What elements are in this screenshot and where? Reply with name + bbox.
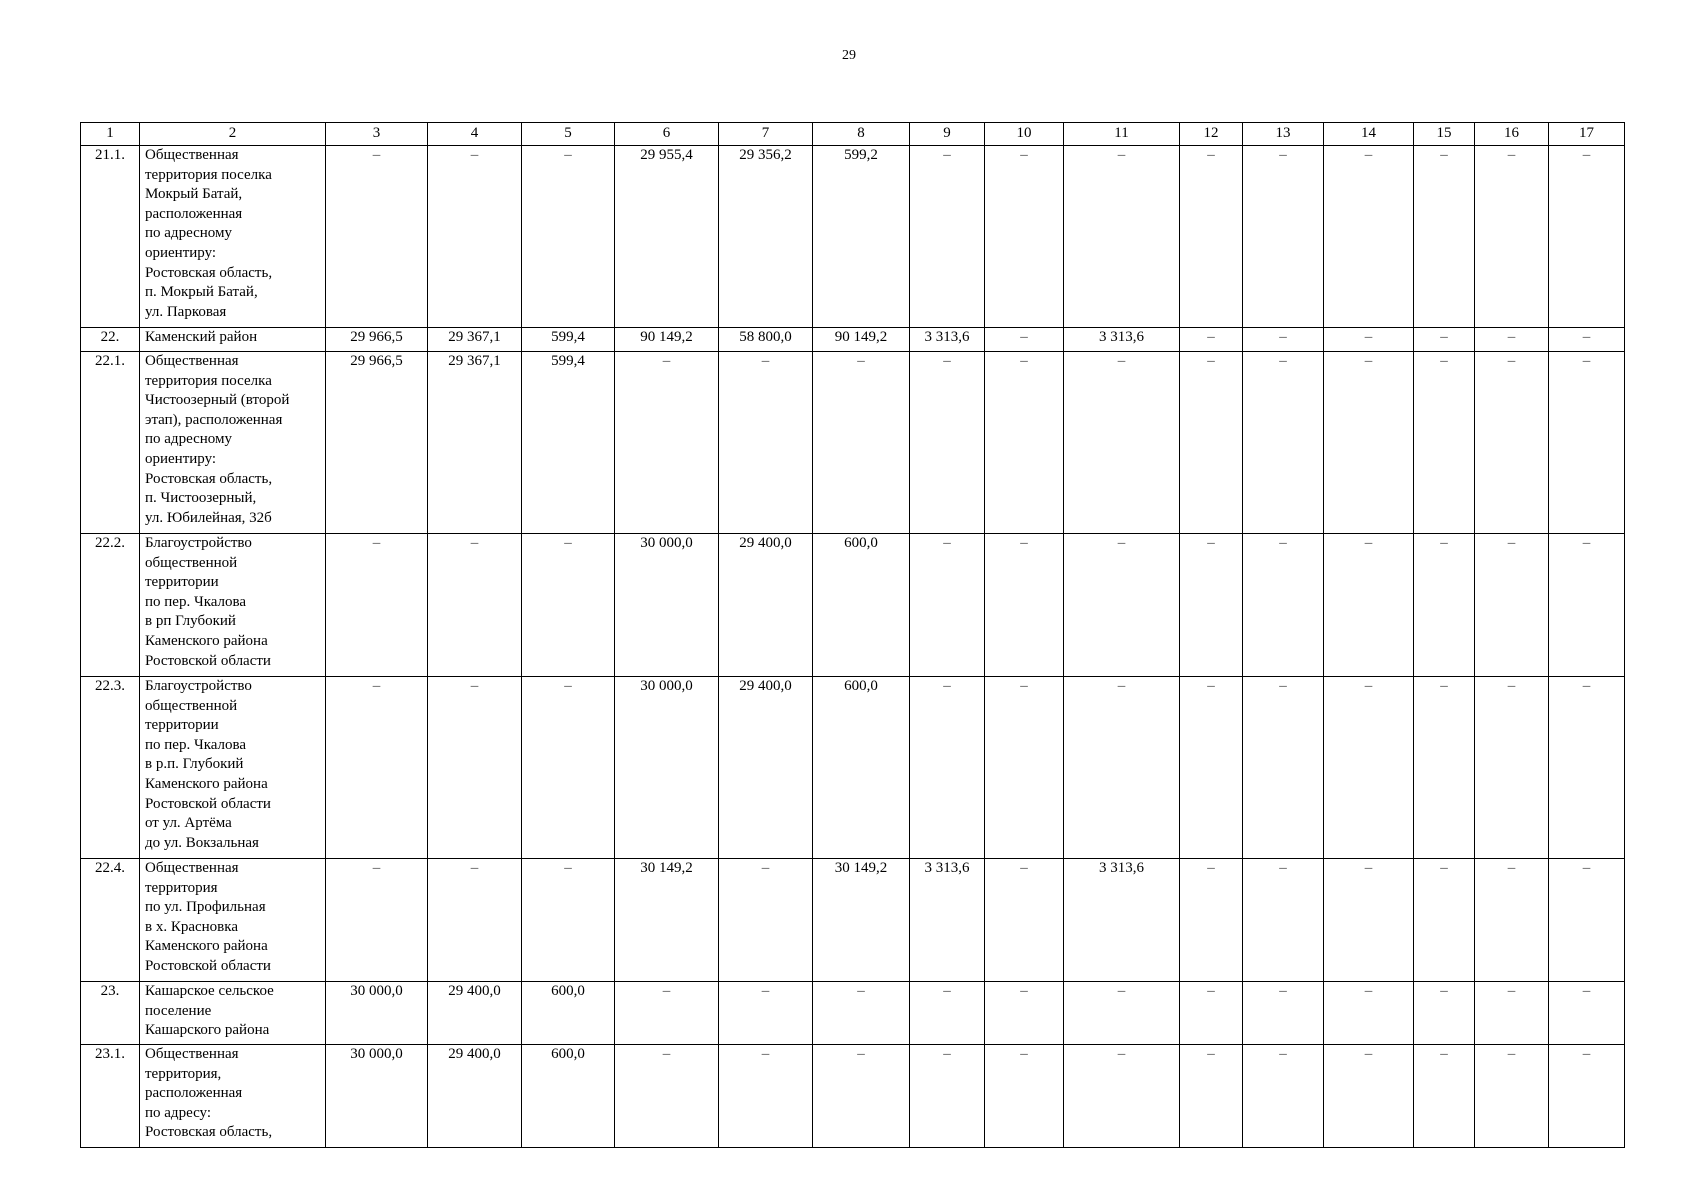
value-cell: – — [1475, 146, 1549, 328]
object-name-line: этап), расположенная — [145, 411, 283, 428]
value-cell: – — [813, 982, 910, 1045]
value-cell: 29 966,5 — [326, 328, 428, 352]
value-cell: – — [1414, 677, 1475, 859]
value-cell: – — [1243, 352, 1324, 534]
value-cell: – — [326, 859, 428, 982]
column-header: 6 — [615, 123, 719, 146]
value-cell: – — [1180, 859, 1243, 982]
value-cell: – — [428, 534, 522, 677]
value-cell: 30 000,0 — [326, 1045, 428, 1148]
value-cell: – — [1180, 677, 1243, 859]
row-number-cell: 22.2. — [81, 534, 140, 677]
value-cell: – — [522, 677, 615, 859]
value-cell: 90 149,2 — [615, 328, 719, 352]
value-cell: – — [615, 1045, 719, 1148]
value-cell: – — [1324, 1045, 1414, 1148]
row-number-cell: 22.4. — [81, 859, 140, 982]
value-cell: 30 000,0 — [615, 534, 719, 677]
value-cell: – — [428, 677, 522, 859]
value-cell: – — [985, 859, 1064, 982]
object-name-line: ул. Юбилейная, 32б — [145, 509, 272, 526]
value-cell: – — [1414, 146, 1475, 328]
column-header: 11 — [1064, 123, 1180, 146]
value-cell: – — [1243, 982, 1324, 1045]
object-name-line: Каменский район — [145, 329, 258, 345]
object-name-line: территории — [145, 574, 219, 591]
object-name-line: Кашарского района — [145, 1022, 270, 1039]
value-cell: 600,0 — [813, 534, 910, 677]
value-cell: – — [1549, 352, 1625, 534]
value-cell: 29 356,2 — [719, 146, 813, 328]
object-name-line: п. Мокрый Батай, — [145, 284, 258, 301]
value-cell: – — [1414, 859, 1475, 982]
column-header: 16 — [1475, 123, 1549, 146]
object-name-line: по пер. Чкалова — [145, 736, 247, 753]
value-cell: – — [985, 146, 1064, 328]
table-body — [81, 123, 1625, 1148]
value-cell: – — [1549, 534, 1625, 677]
value-cell: – — [428, 146, 522, 328]
value-cell: 599,4 — [522, 352, 615, 534]
column-header: 13 — [1243, 123, 1324, 146]
value-cell: 3 313,6 — [910, 859, 985, 982]
table-row — [81, 328, 1625, 352]
value-cell: 29 367,1 — [428, 328, 522, 352]
value-cell: 600,0 — [522, 982, 615, 1045]
object-name-line: территория — [145, 879, 218, 896]
value-cell: – — [1243, 859, 1324, 982]
object-name-cell — [140, 146, 326, 328]
row-number-cell: 21.1. — [81, 146, 140, 328]
object-name-line: территории — [145, 717, 219, 734]
value-cell: – — [910, 534, 985, 677]
value-cell: – — [1064, 352, 1180, 534]
value-cell: – — [1475, 534, 1549, 677]
row-number-cell: 22. — [81, 328, 140, 352]
value-cell: – — [1475, 328, 1549, 352]
row-number-cell: 23.1. — [81, 1045, 140, 1148]
value-cell: 29 966,5 — [326, 352, 428, 534]
row-number-cell: 22.3. — [81, 677, 140, 859]
value-cell: – — [1414, 352, 1475, 534]
object-name-line: Благоустройство — [145, 678, 252, 694]
object-name-line: по адресному — [145, 431, 232, 448]
table-row — [81, 352, 1625, 534]
object-name-line: Ростовской области — [145, 795, 271, 812]
value-cell: – — [985, 534, 1064, 677]
value-cell: – — [1475, 677, 1549, 859]
column-header: 14 — [1324, 123, 1414, 146]
value-cell: – — [1243, 677, 1324, 859]
value-cell: – — [719, 859, 813, 982]
row-number-cell: 22.1. — [81, 352, 140, 534]
value-cell: – — [910, 1045, 985, 1148]
object-name-line: в рп Глубокий — [145, 613, 236, 630]
object-name-line: по адресу: — [145, 1104, 212, 1121]
value-cell: – — [1324, 352, 1414, 534]
table-row — [81, 677, 1625, 859]
value-cell: – — [522, 859, 615, 982]
column-header: 1 — [81, 123, 140, 146]
column-header: 5 — [522, 123, 615, 146]
object-name-line: п. Чистоозерный, — [145, 490, 257, 507]
object-name-line: Чистоозерный (второй — [145, 392, 290, 409]
value-cell: 58 800,0 — [719, 328, 813, 352]
object-name-line: Благоустройство — [145, 535, 252, 551]
value-cell: – — [326, 677, 428, 859]
value-cell: 30 000,0 — [615, 677, 719, 859]
value-cell: – — [1180, 328, 1243, 352]
object-name-line: территория поселка — [145, 372, 272, 389]
object-name-line: ориентиру: — [145, 450, 217, 467]
object-name-line: ориентиру: — [145, 244, 217, 261]
value-cell: – — [1324, 534, 1414, 677]
value-cell: – — [428, 859, 522, 982]
object-name-cell — [140, 677, 326, 859]
value-cell: – — [910, 982, 985, 1045]
value-cell: 29 400,0 — [428, 1045, 522, 1148]
value-cell: – — [1243, 146, 1324, 328]
row-number-cell: 23. — [81, 982, 140, 1045]
page-number: 29 — [842, 48, 856, 63]
column-header: 7 — [719, 123, 813, 146]
object-name-line: Общественная — [145, 147, 239, 163]
value-cell: – — [1324, 146, 1414, 328]
object-name-line: Общественная — [145, 860, 239, 876]
object-name-line: Общественная — [145, 353, 239, 369]
value-cell: – — [1549, 146, 1625, 328]
value-cell: 30 000,0 — [326, 982, 428, 1045]
column-header: 3 — [326, 123, 428, 146]
object-name-cell — [140, 982, 326, 1045]
value-cell: – — [985, 328, 1064, 352]
value-cell: 29 400,0 — [428, 982, 522, 1045]
object-name-line: до ул. Вокзальная — [145, 834, 259, 851]
value-cell: – — [1549, 677, 1625, 859]
value-cell: 600,0 — [813, 677, 910, 859]
value-cell: – — [1180, 534, 1243, 677]
object-name-line: по ул. Профильная — [145, 899, 266, 916]
table-row — [81, 534, 1625, 677]
object-name-line: поселение — [145, 1002, 212, 1019]
value-cell: – — [1180, 982, 1243, 1045]
value-cell: – — [985, 1045, 1064, 1148]
object-name-cell — [140, 352, 326, 534]
object-name-line: общественной — [145, 554, 238, 571]
column-header: 15 — [1414, 123, 1475, 146]
value-cell: – — [326, 146, 428, 328]
value-cell: – — [1324, 982, 1414, 1045]
value-cell: – — [719, 352, 813, 534]
budget-table — [80, 122, 1625, 1148]
value-cell: – — [1180, 352, 1243, 534]
value-cell: – — [1243, 328, 1324, 352]
object-name-line: общественной — [145, 697, 238, 714]
object-name-line: расположенная — [145, 205, 243, 222]
object-name-cell — [140, 859, 326, 982]
object-name-line: расположенная — [145, 1085, 243, 1102]
value-cell: – — [1064, 146, 1180, 328]
object-name-cell — [140, 328, 326, 352]
value-cell: – — [1549, 859, 1625, 982]
object-name-line: Каменского района — [145, 775, 268, 792]
value-cell: – — [1324, 859, 1414, 982]
value-cell: – — [615, 982, 719, 1045]
value-cell: 29 400,0 — [719, 677, 813, 859]
value-cell: – — [813, 352, 910, 534]
object-name-cell — [140, 534, 326, 677]
column-header: 2 — [140, 123, 326, 146]
value-cell: – — [1475, 1045, 1549, 1148]
value-cell: 3 313,6 — [1064, 859, 1180, 982]
value-cell: – — [522, 534, 615, 677]
object-name-line: территория, — [145, 1065, 222, 1082]
value-cell: – — [522, 146, 615, 328]
value-cell: 30 149,2 — [813, 859, 910, 982]
table-row — [81, 146, 1625, 328]
value-cell: – — [985, 677, 1064, 859]
object-name-line: по пер. Чкалова — [145, 593, 247, 610]
value-cell: 29 400,0 — [719, 534, 813, 677]
column-header: 12 — [1180, 123, 1243, 146]
value-cell: – — [1549, 982, 1625, 1045]
value-cell: – — [1064, 1045, 1180, 1148]
object-name-line: в х. Красновка — [145, 918, 238, 935]
value-cell: 29 955,4 — [615, 146, 719, 328]
value-cell: – — [1414, 982, 1475, 1045]
value-cell: – — [1549, 328, 1625, 352]
object-name-line: Общественная — [145, 1046, 239, 1062]
object-name-cell — [140, 1045, 326, 1148]
value-cell: – — [326, 534, 428, 677]
column-header: 4 — [428, 123, 522, 146]
value-cell: 90 149,2 — [813, 328, 910, 352]
value-cell: – — [910, 677, 985, 859]
value-cell: – — [1475, 982, 1549, 1045]
column-number-row — [81, 123, 1625, 146]
value-cell: 30 149,2 — [615, 859, 719, 982]
value-cell: – — [1243, 1045, 1324, 1148]
value-cell: – — [719, 1045, 813, 1148]
object-name-line: территория поселка — [145, 166, 272, 183]
value-cell: – — [1475, 859, 1549, 982]
value-cell: – — [1243, 534, 1324, 677]
column-header: 10 — [985, 123, 1064, 146]
column-header: 17 — [1549, 123, 1625, 146]
object-name-line: Ростовская область, — [145, 470, 273, 487]
value-cell: – — [615, 352, 719, 534]
column-header: 9 — [910, 123, 985, 146]
value-cell: – — [1064, 982, 1180, 1045]
object-name-line: Ростовской области — [145, 652, 271, 669]
object-name-line: Каменского района — [145, 632, 268, 649]
value-cell: – — [813, 1045, 910, 1148]
table-row — [81, 982, 1625, 1045]
value-cell: – — [1549, 1045, 1625, 1148]
value-cell: 29 367,1 — [428, 352, 522, 534]
value-cell: – — [985, 982, 1064, 1045]
value-cell: – — [1475, 352, 1549, 534]
value-cell: – — [910, 146, 985, 328]
object-name-line: ул. Парковая — [145, 303, 227, 320]
object-name-line: Кашарское сельское — [145, 983, 274, 999]
value-cell: 600,0 — [522, 1045, 615, 1148]
value-cell: 599,2 — [813, 146, 910, 328]
value-cell: – — [1414, 534, 1475, 677]
value-cell: 3 313,6 — [1064, 328, 1180, 352]
value-cell: – — [985, 352, 1064, 534]
value-cell: – — [1324, 677, 1414, 859]
object-name-line: по адресному — [145, 225, 232, 242]
value-cell: – — [1414, 328, 1475, 352]
object-name-line: Мокрый Батай, — [145, 186, 243, 203]
value-cell: – — [1414, 1045, 1475, 1148]
value-cell: – — [1064, 677, 1180, 859]
value-cell: 3 313,6 — [910, 328, 985, 352]
value-cell: – — [1064, 534, 1180, 677]
value-cell: – — [1180, 146, 1243, 328]
column-header: 8 — [813, 123, 910, 146]
object-name-line: в р.п. Глубокий — [145, 756, 244, 773]
object-name-line: от ул. Артёма — [145, 815, 232, 832]
object-name-line: Ростовской области — [145, 957, 271, 974]
value-cell: – — [1324, 328, 1414, 352]
object-name-line: Ростовская область, — [145, 264, 273, 281]
value-cell: – — [1180, 1045, 1243, 1148]
value-cell: – — [910, 352, 985, 534]
table-row — [81, 1045, 1625, 1148]
value-cell: 599,4 — [522, 328, 615, 352]
object-name-line: Каменского района — [145, 938, 268, 955]
value-cell: – — [719, 982, 813, 1045]
table-row — [81, 859, 1625, 982]
object-name-line: Ростовская область, — [145, 1124, 273, 1141]
